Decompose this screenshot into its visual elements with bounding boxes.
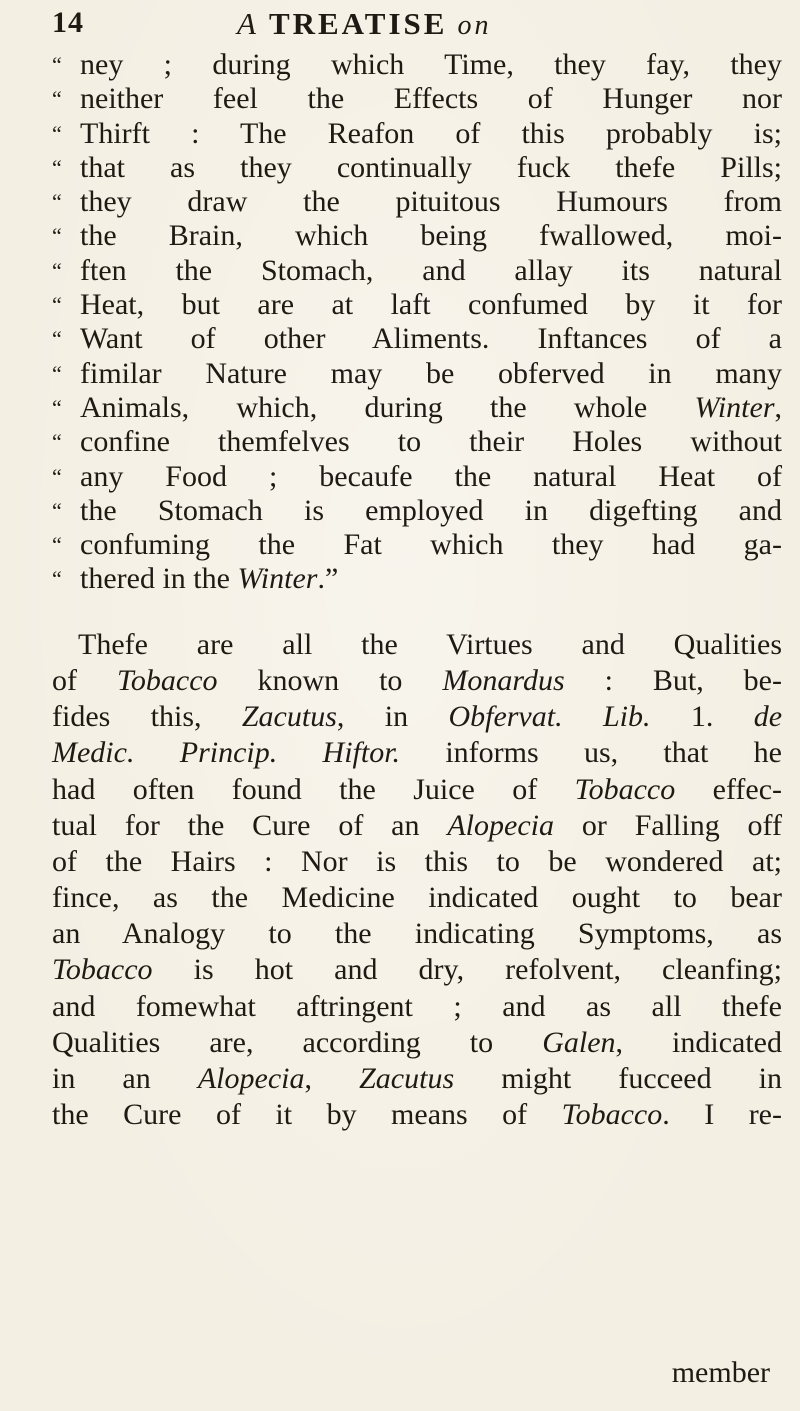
- quote-line-text: fimilar Nature may be obferved in many: [80, 356, 782, 390]
- quote-line: [52, 288, 782, 322]
- quote-line-text: Want of other Aliments. Inftances of a: [80, 322, 782, 356]
- quote-line: [52, 460, 782, 494]
- quote-mark: “: [52, 52, 62, 77]
- page-header: [52, 4, 770, 44]
- quote-mark: “: [52, 86, 62, 112]
- quote-mark: “: [52, 326, 62, 352]
- quote-line: [52, 151, 782, 185]
- paragraph-line: Medic. Princip. Hiftor. informs us, that he: [52, 736, 782, 770]
- paragraph-line: had often found the Juice of Tobacco effec-: [52, 772, 782, 806]
- quote-mark: “: [52, 566, 62, 592]
- quote-mark: “: [52, 463, 62, 489]
- quote-mark: “: [52, 394, 62, 420]
- quote-line: [52, 219, 782, 253]
- quote-line-text: ney ; during which Time, they fay, they: [80, 48, 782, 81]
- body-text: [52, 48, 782, 1133]
- quote-line: [52, 562, 782, 596]
- quote-line-text: Heat, but are at laft confumed by it for: [80, 288, 782, 322]
- quote-line: [52, 322, 782, 356]
- paragraph-line: of Tobacco known to Monardus : But, be-: [52, 663, 782, 697]
- quote-line: [52, 357, 782, 391]
- quote-mark: “: [52, 429, 62, 455]
- quote-mark: “: [52, 154, 62, 180]
- quote-line-text: any Food ; becaufe the natural Heat of: [80, 459, 782, 493]
- running-head-article: A: [237, 6, 259, 41]
- quote-line: [52, 391, 782, 425]
- quote-line: [52, 425, 782, 459]
- quote-line: [52, 185, 782, 219]
- quote-line-text: confuming the Fat which they had ga-: [80, 528, 782, 562]
- quote-line: [52, 82, 782, 116]
- quote-line-text: they draw the pituitous Humours from: [80, 185, 782, 219]
- quote-mark: “: [52, 497, 62, 523]
- quote-mark: “: [52, 532, 62, 558]
- running-head-on: on: [457, 10, 492, 41]
- quote-line: [52, 494, 782, 528]
- quote-mark: “: [52, 360, 62, 386]
- quote-mark: “: [52, 223, 62, 249]
- paragraph-line: Tobacco is hot and dry, refolvent, cleanfing;: [52, 953, 782, 987]
- quote-line-text: that as they continually fuck thefe Pills;: [80, 150, 782, 184]
- quote-line-text: the Stomach is employed in digefting and: [80, 493, 782, 527]
- paragraph-block: [52, 627, 782, 1134]
- quote-line-text: neither feel the Effects of Hunger nor: [80, 82, 782, 116]
- paragraph-line: tual for the Cure of an Alopecia or Falling off: [52, 808, 782, 842]
- paragraph-line: fince, as the Medicine indicated ought to bear: [52, 881, 782, 915]
- quote-line-text: the Brain, which being fwallowed, moi-: [80, 219, 782, 253]
- quote-mark: “: [52, 292, 62, 318]
- quotation-block: [52, 48, 782, 597]
- paragraph-line: of the Hairs : Nor is this to be wondered at;: [52, 844, 782, 878]
- paragraph-line: and fomewhat aftringent ; and as all thefe: [52, 989, 782, 1023]
- quote-line-text: Thirft : The Reafon of this probably is;: [80, 116, 782, 150]
- quote-line-text: thered in the Winter.”: [80, 562, 339, 596]
- running-head: [237, 6, 491, 42]
- quote-line: [52, 254, 782, 288]
- quote-mark: “: [52, 189, 62, 215]
- quote-line: [52, 48, 782, 82]
- quote-line: [52, 117, 782, 151]
- quote-line-text: confine themfelves to their Holes without: [80, 425, 782, 459]
- paragraph-line: the Cure of it by means of Tobacco. I re-: [52, 1098, 782, 1132]
- quote-mark: “: [52, 257, 62, 283]
- quote-line: [52, 528, 782, 562]
- quote-mark: “: [52, 120, 62, 146]
- quote-line-text: Animals, which, during the whole Winter,: [80, 390, 782, 424]
- paragraph-line: fides this, Zacutus, in Obfervat. Lib. 1. de: [52, 700, 783, 734]
- paragraph-line: Qualities are, according to Galen, indicated: [52, 1025, 783, 1059]
- catchword: member: [671, 1356, 770, 1389]
- quote-line-text: ften the Stomach, and allay its natural: [80, 253, 782, 287]
- running-head-title: TREATISE: [268, 6, 448, 41]
- paragraph-line: an Analogy to the indicating Symptoms, as: [52, 917, 782, 951]
- paragraph-line: Thefe are all the Virtues and Qualities: [78, 627, 782, 661]
- paragraph-line: in an Alopecia, Zacutus might fucceed in: [52, 1062, 783, 1095]
- page-number: 14: [52, 6, 84, 39]
